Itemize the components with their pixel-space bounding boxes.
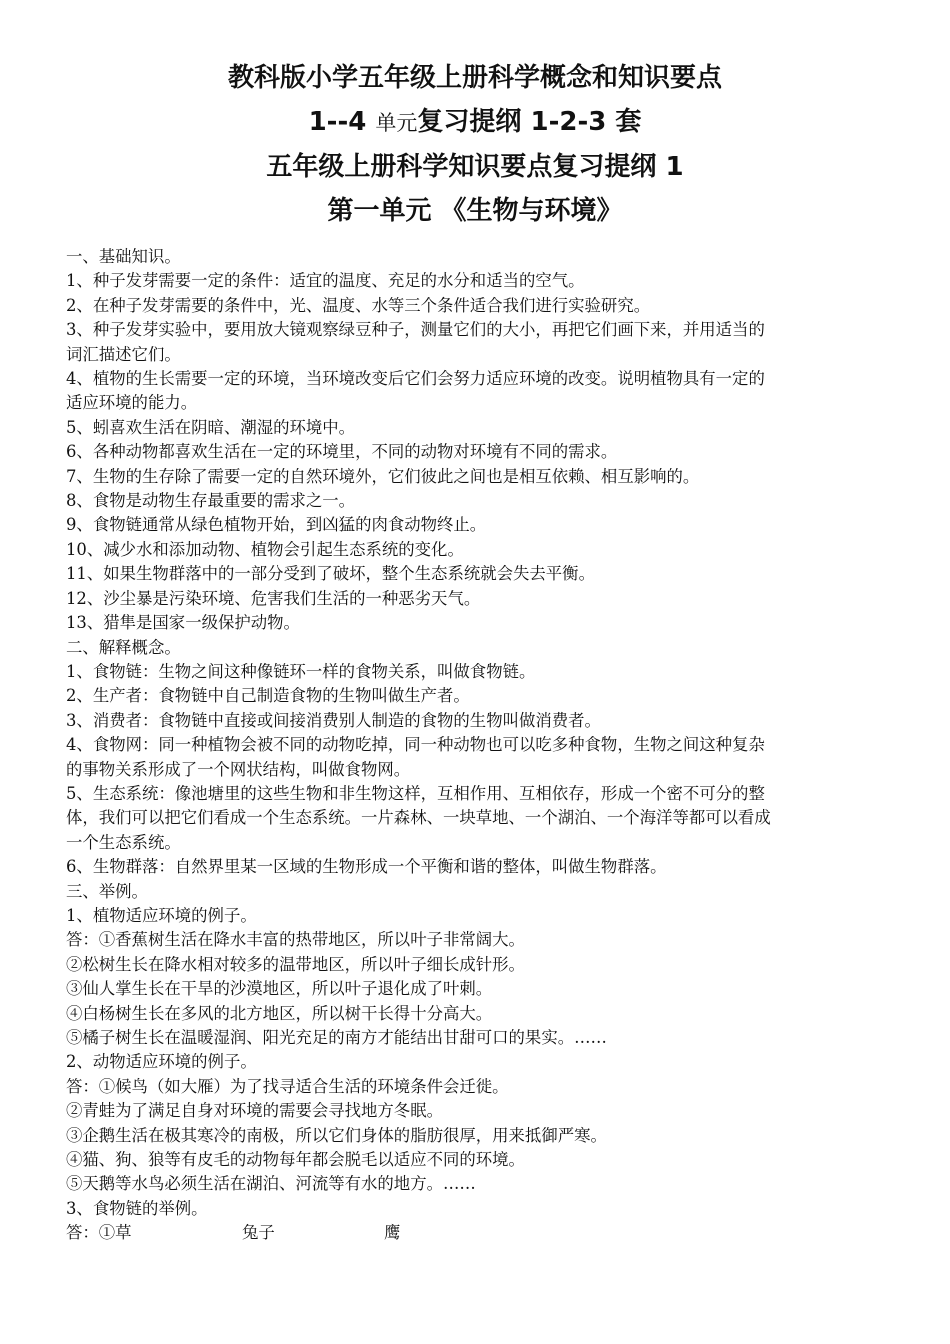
text-line: ②青蛙为了满足自身对环境的需要会寻找地方冬眠。	[66, 1101, 443, 1121]
subtitle-part-a: 1--4	[308, 107, 376, 137]
text-line: 2、在种子发芽需要的条件中，光、温度、水等三个条件适合我们进行实验研究。	[66, 295, 651, 315]
text-line: 2、动物适应环境的例子。	[66, 1052, 257, 1072]
text-line: 5、生态系统：像池塘里的这些生物和非生物这样，互相作用、互相依存，形成一个密不可分的整	[66, 783, 765, 803]
text-line: ③仙人掌生长在干旱的沙漠地区，所以叶子退化成了叶刺。	[66, 979, 493, 999]
text-line: 3、种子发芽实验中，要用放大镜观察绿豆种子，测量它们的大小，再把它们画下来，并用适当的	[66, 320, 765, 340]
outline-heading: 五年级上册科学知识要点复习提纲 1	[266, 152, 684, 182]
text-line: 答：①候鸟（如大雁）为了找寻适合生活的环境条件会迁徙。	[66, 1076, 509, 1096]
food-chain-example	[66, 1221, 884, 1245]
text-line: 4、食物网：同一种植物会被不同的动物吃掉，同一种动物也可以吃多种食物，生物之间这种复杂	[66, 735, 765, 755]
text-line: 3、食物链的举例。	[66, 1198, 208, 1218]
unit-heading: 第一单元 《生物与环境》	[327, 196, 623, 226]
text-line: ⑤天鹅等水鸟必须生活在湖泊、河流等有水的地方。……	[66, 1174, 476, 1194]
text-line: 1、种子发芽需要一定的条件：适宜的温度、充足的水分和适当的空气。	[66, 271, 585, 291]
text-line: 三、举例。	[66, 881, 148, 901]
text-line: 6、各种动物都喜欢生活在一定的环境里，不同的动物对环境有不同的需求。	[66, 442, 618, 462]
subtitle-part-b: 单元	[375, 111, 418, 135]
text-line: 13、猎隼是国家一级保护动物。	[66, 613, 300, 633]
text-line: 适应环境的能力。	[66, 393, 198, 413]
subtitle-part-c: 复习提纲 1-2-3 套	[417, 107, 642, 137]
text-line: ③企鹅生活在极其寒冷的南极，所以它们身体的脂肪很厚，用来抵御严寒。	[66, 1125, 607, 1145]
text-line: ④猫、狗、狼等有皮毛的动物每年都会脱毛以适应不同的环境。	[66, 1150, 525, 1170]
text-line: 3、消费者：食物链中直接或间接消费别人制造的食物的生物叫做消费者。	[66, 710, 601, 730]
text-line: 6、生物群落：自然界里某一区域的生物形成一个平衡和谐的整体，叫做生物群落。	[66, 857, 667, 877]
text-line: 4、植物的生长需要一定的环境，当环境改变后它们会努力适应环境的改变。说明植物具有一定的	[66, 369, 765, 389]
text-line: 1、食物链：生物之间这种像链环一样的食物关系，叫做食物链。	[66, 661, 536, 681]
food-chain-second: 兔子	[242, 1223, 275, 1243]
text-line: 10、减少水和添加动物、植物会引起生态系统的变化。	[66, 539, 464, 559]
text-line: 9、食物链通常从绿色植物开始，到凶猛的肉食动物终止。	[66, 515, 487, 535]
text-line: 一个生态系统。	[66, 832, 181, 852]
text-line: 答：①香蕉树生活在降水丰富的热带地区，所以叶子非常阔大。	[66, 930, 525, 950]
text-line: 7、生物的生存除了需要一定的自然环境外，它们彼此之间也是相互依赖、相互影响的。	[66, 466, 700, 486]
text-line: 12、沙尘暴是污染环境、危害我们生活的一种恶劣天气。	[66, 588, 481, 608]
text-line: ⑤橘子树生长在温暖湿润、阳光充足的南方才能结出甘甜可口的果实。……	[66, 1028, 607, 1047]
text-line: 一、基础知识。	[66, 247, 181, 266]
text-line: ②松树生长在降水相对较多的温带地区，所以叶子细长成针形。	[66, 954, 525, 974]
text-line: 5、蚓喜欢生活在阴暗、潮湿的环境中。	[66, 417, 356, 437]
text-line: 二、解释概念。	[66, 637, 181, 657]
document-body	[66, 245, 884, 1246]
text-line: 8、食物是动物生存最重要的需求之一。	[66, 491, 356, 511]
text-line: 11、如果生物群落中的一部分受到了破坏，整个生态系统就会失去平衡。	[66, 564, 595, 584]
text-line: 1、植物适应环境的例子。	[66, 905, 257, 925]
food-chain-third: 鹰	[384, 1223, 401, 1243]
document-subtitle	[66, 100, 884, 145]
text-line: ④白杨树生长在多风的北方地区，所以树干长得十分高大。	[66, 1003, 493, 1023]
text-line: 词汇描述它们。	[66, 344, 181, 364]
text-line: 体，我们可以把它们看成一个生态系统。一片森林、一块草地、一个湖泊、一个海洋等都可以看成	[66, 808, 771, 828]
text-line: 2、生产者：食物链中自己制造食物的生物叫做生产者。	[66, 686, 470, 706]
text-line: 的事物关系形成了一个网状结构，叫做食物网。	[66, 759, 411, 779]
food-chain-first: 答：①草	[66, 1223, 132, 1243]
document-title: 教科版小学五年级上册科学概念和知识要点	[227, 63, 722, 93]
